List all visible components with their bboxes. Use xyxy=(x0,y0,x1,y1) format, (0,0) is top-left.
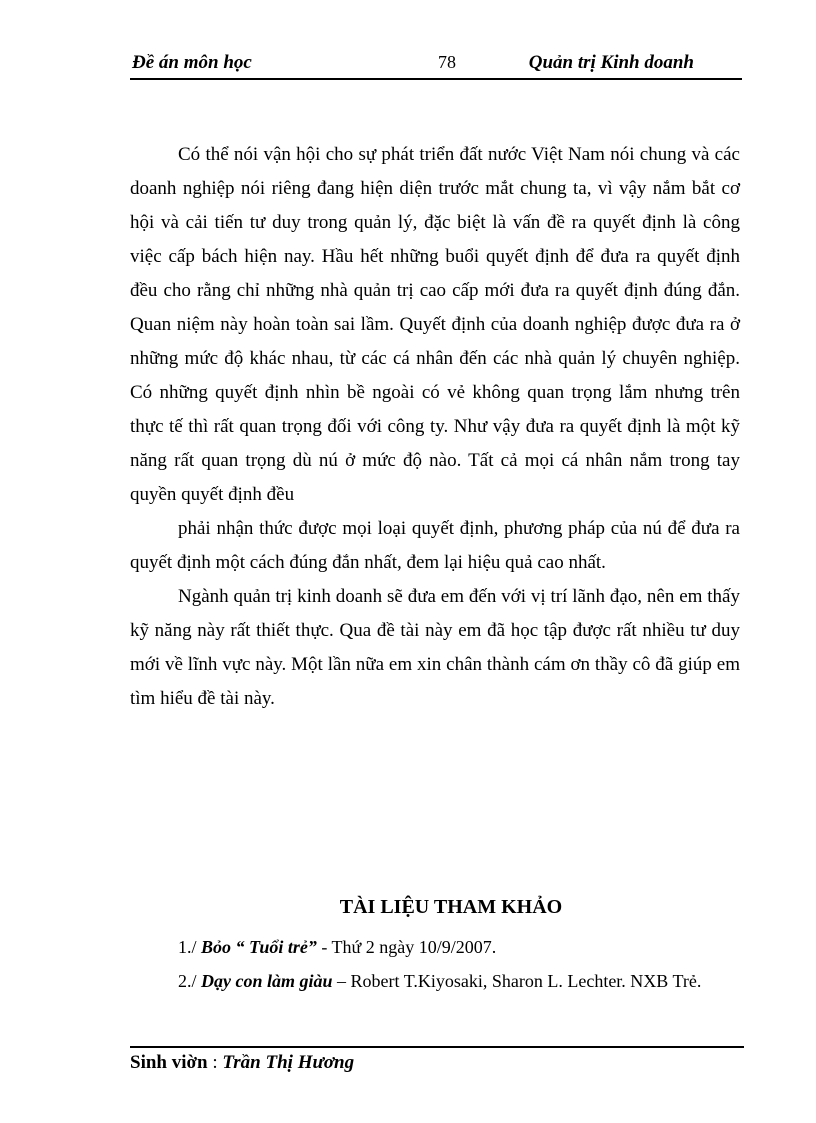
reference-item-2 xyxy=(178,964,740,998)
footer-student-name: Trần Thị Hương xyxy=(222,1052,355,1073)
reference-number: 1./ xyxy=(178,937,202,957)
reference-title: Bỏo “ Tuổi trẻ” xyxy=(201,937,317,957)
reference-number: 2./ xyxy=(178,971,202,991)
paragraph-2: phải nhận thức được mọi loại quyết định, phương pháp của nú để đưa ra quyết định một cách đúng đắn nhất, đem lại hiệu quả cao nhất. xyxy=(130,518,740,573)
header-department: Quản trị Kinh doanh xyxy=(528,52,694,73)
conclusion-body xyxy=(130,138,740,716)
footer-student-label: Sinh viờn xyxy=(130,1052,208,1073)
reference-item-1 xyxy=(178,930,740,964)
header-course-title: Đề án môn học xyxy=(132,52,252,73)
reference-details: – Robert T.Kiyosaki, Sharon L. Lechter. NXB Trẻ. xyxy=(332,971,702,991)
page-header xyxy=(130,50,742,80)
paragraph-1: Có thể nói vận hội cho sự phát triển đất nước Việt Nam nói chung và các doanh nghiệp nói riêng đang hiện diện trước mắt chung ta, vì vậy nắm bắt cơ hội và cải tiến tư duy trong quản lý, đặc biệt là vấn đề ra quyết định là công việc cấp bách hiện nay. Hầu hết những buổi quyết định để đưa ra quyết định đều cho rằng chỉ những nhà quản trị cao cấp mới đưa ra quyết định đúng đắn. Quan niệm này hoàn toàn sai lầm. Quyết định của doanh nghiệp được đưa ra ở những mức độ khác nhau, từ các cá nhân đến các nhà quản lý chuyên nghiệp. Có những quyết định nhìn bề ngoài có vẻ không quan trọng lắm nhưng trên thực tế thì rất quan trọng đối với công ty. Như vậy đưa ra quyết định là một kỹ năng rất quan trọng dù nú ở mức độ nào. Tất cả mọi cá nhân nắm trong tay quyền quyết định đều xyxy=(130,144,740,505)
reference-title: Dạy con làm giàu xyxy=(201,971,333,991)
page-footer xyxy=(130,1046,744,1074)
footer-separator: : xyxy=(207,1052,223,1073)
paragraph-3: Ngành quản trị kinh doanh sẽ đưa em đến với vị trí lãnh đạo, nên em thấy kỹ năng này rất thiết thực. Qua đề tài này em đã học tập được rất nhiều tư duy mới về lĩnh vực này. Một lần nữa em xin chân thành cám ơn thầy cô đã giúp em tìm hiểu đề tài này. xyxy=(130,586,740,709)
reference-details: - Thứ 2 ngày 10/9/2007. xyxy=(316,937,497,957)
page-number: 78 xyxy=(438,52,456,72)
references-title: TÀI LIỆU THAM KHẢO xyxy=(339,896,563,918)
references-section xyxy=(130,896,740,998)
